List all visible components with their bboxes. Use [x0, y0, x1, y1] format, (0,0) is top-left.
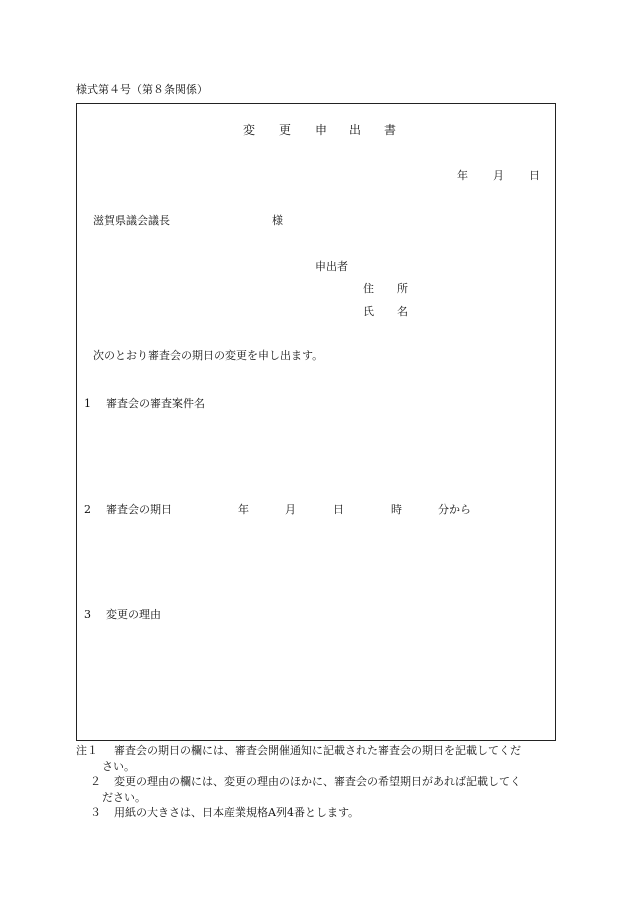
note3-line1: 用紙の大きさは、日本産業規格A列4番とします。	[114, 806, 360, 819]
applicant-address-char-1: 住	[363, 282, 374, 295]
form-frame	[76, 103, 556, 741]
note3-number: ３	[90, 806, 101, 819]
item2-number: 2	[84, 503, 91, 516]
item2-month: 月	[285, 503, 296, 516]
note2-number: ２	[90, 775, 101, 788]
title-char-4: 出	[349, 123, 362, 137]
item1-label: 審査会の審査案件名	[106, 397, 205, 410]
title-char-5: 書	[384, 123, 397, 137]
date-day: 日	[529, 169, 540, 182]
item2-day: 日	[333, 503, 344, 516]
note1-line1: 審査会の期日の欄には、審査会開催通知に記載された審査会の期日を記載してくだ	[114, 744, 521, 757]
title-char-2: 更	[279, 123, 292, 137]
title-char-1: 変	[243, 123, 256, 137]
form-number: 様式第４号（第８条関係）	[76, 83, 208, 96]
addressee-honorific: 様	[272, 214, 283, 227]
intro-text: 次のとおり審査会の期日の変更を申し出ます。	[93, 349, 324, 362]
note2-line2: ださい。	[102, 791, 146, 804]
addressee-name: 滋賀県議会議長	[93, 214, 170, 227]
applicant-label: 申出者	[315, 260, 348, 273]
item3-label: 変更の理由	[106, 608, 161, 621]
item1-number: 1	[84, 397, 91, 410]
date-month: 月	[493, 169, 504, 182]
item2-year: 年	[238, 503, 249, 516]
date-year: 年	[457, 169, 468, 182]
note2-line1: 変更の理由の欄には、変更の理由のほかに、審査会の希望期日があれば記載してく	[114, 775, 521, 788]
applicant-name-char-2: 名	[397, 305, 408, 318]
notes-prefix: 注１	[76, 744, 98, 757]
item2-label: 審査会の期日	[106, 503, 172, 516]
title-char-3: 申	[315, 123, 328, 137]
item2-minute: 分から	[438, 503, 471, 516]
item2-hour: 時	[391, 503, 402, 516]
applicant-address-char-2: 所	[397, 282, 408, 295]
applicant-name-char-1: 氏	[363, 305, 374, 318]
item3-number: 3	[84, 608, 91, 621]
note1-line2: さい。	[102, 760, 135, 773]
